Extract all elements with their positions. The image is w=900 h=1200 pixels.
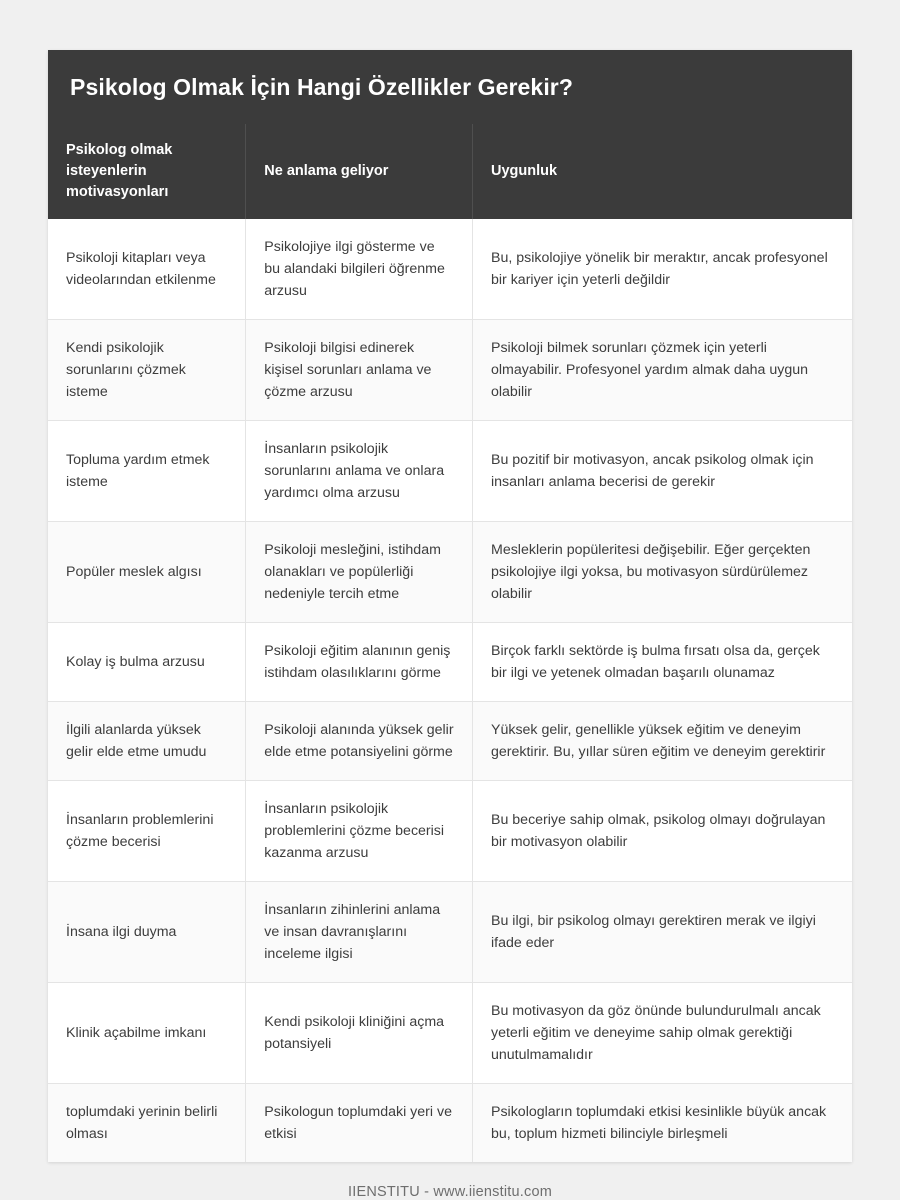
column-header-anlam: Ne anlama geliyor xyxy=(246,124,473,219)
table-row xyxy=(48,702,852,781)
cell-anlam: Kendi psikoloji kliniğini açma potansiyeli xyxy=(246,983,473,1084)
cell-anlam: Psikologun toplumdaki yeri ve etkisi xyxy=(246,1084,473,1163)
table-row xyxy=(48,1084,852,1163)
cell-anlam: Psikoloji mesleğini, istihdam olanakları ve popülerliği nedeniyle tercih etme xyxy=(246,522,473,623)
table-row xyxy=(48,522,852,623)
cell-motivasyon: İnsanların problemlerini çözme becerisi xyxy=(48,781,246,882)
cell-motivasyon: İlgili alanlarda yüksek gelir elde etme umudu xyxy=(48,702,246,781)
page-title: Psikolog Olmak İçin Hangi Özellikler Gerekir? xyxy=(48,50,852,124)
cell-anlam: Psikoloji eğitim alanının geniş istihdam olasılıklarını görme xyxy=(246,623,473,702)
cell-uygunluk: Psikoloji bilmek sorunları çözmek için yeterli olmayabilir. Profesyonel yardım almak daha uygun olabilir xyxy=(473,320,853,421)
cell-motivasyon: Popüler meslek algısı xyxy=(48,522,246,623)
table-row xyxy=(48,882,852,983)
table-row xyxy=(48,320,852,421)
table-row xyxy=(48,623,852,702)
cell-uygunluk: Bu, psikolojiye yönelik bir meraktır, ancak profesyonel bir kariyer için yeterli değildir xyxy=(473,219,853,320)
cell-motivasyon: Klinik açabilme imkanı xyxy=(48,983,246,1084)
cell-motivasyon: Kendi psikolojik sorunlarını çözmek isteme xyxy=(48,320,246,421)
table-header-row xyxy=(48,124,852,219)
cell-anlam: İnsanların psikolojik sorunlarını anlama ve onlara yardımcı olma arzusu xyxy=(246,421,473,522)
cell-anlam: Psikoloji alanında yüksek gelir elde etme potansiyelini görme xyxy=(246,702,473,781)
table-row xyxy=(48,983,852,1084)
table-row xyxy=(48,421,852,522)
cell-uygunluk: Bu pozitif bir motivasyon, ancak psikolog olmak için insanları anlama becerisi de gerekir xyxy=(473,421,853,522)
footer-attribution: IIENSTITU - www.iienstitu.com xyxy=(348,1184,552,1200)
cell-uygunluk: Bu ilgi, bir psikolog olmayı gerektiren merak ve ilgiyi ifade eder xyxy=(473,882,853,983)
cell-motivasyon: Psikoloji kitapları veya videolarından etkilenme xyxy=(48,219,246,320)
cell-uygunluk: Bu beceriye sahip olmak, psikolog olmayı doğrulayan bir motivasyon olabilir xyxy=(473,781,853,882)
motivations-table xyxy=(48,124,852,1162)
cell-uygunluk: Birçok farklı sektörde iş bulma fırsatı olsa da, gerçek bir ilgi ve yetenek olmadan başarılı olunamaz xyxy=(473,623,853,702)
cell-uygunluk: Bu motivasyon da göz önünde bulundurulmalı ancak yeterli eğitim ve deneyime sahip olmak gerektiği unutulmamalıdır xyxy=(473,983,853,1084)
cell-anlam: Psikoloji bilgisi edinerek kişisel sorunları anlama ve çözme arzusu xyxy=(246,320,473,421)
cell-motivasyon: Topluma yardım etmek isteme xyxy=(48,421,246,522)
cell-uygunluk: Mesleklerin popüleritesi değişebilir. Eğer gerçekten psikolojiye ilgi yoksa, bu motivasyon sürdürülemez olabilir xyxy=(473,522,853,623)
cell-anlam: İnsanların zihinlerini anlama ve insan davranışlarını inceleme ilgisi xyxy=(246,882,473,983)
cell-motivasyon: toplumdaki yerinin belirli olması xyxy=(48,1084,246,1163)
table-body xyxy=(48,219,852,1162)
table-header xyxy=(48,124,852,219)
cell-uygunluk: Yüksek gelir, genellikle yüksek eğitim ve deneyim gerektirir. Bu, yıllar süren eğitim ve deneyim gerektirir xyxy=(473,702,853,781)
cell-motivasyon: İnsana ilgi duyma xyxy=(48,882,246,983)
column-header-uygunluk: Uygunluk xyxy=(473,124,853,219)
table-row xyxy=(48,219,852,320)
cell-anlam: İnsanların psikolojik problemlerini çözme becerisi kazanma arzusu xyxy=(246,781,473,882)
table-card xyxy=(48,50,852,1162)
cell-anlam: Psikolojiye ilgi gösterme ve bu alandaki bilgileri öğrenme arzusu xyxy=(246,219,473,320)
column-header-motivasyonlar: Psikolog olmak isteyenlerin motivasyonları xyxy=(48,124,246,219)
cell-uygunluk: Psikologların toplumdaki etkisi kesinlikle büyük ancak bu, toplum hizmeti bilinciyle birleşmeli xyxy=(473,1084,853,1163)
cell-motivasyon: Kolay iş bulma arzusu xyxy=(48,623,246,702)
table-row xyxy=(48,781,852,882)
